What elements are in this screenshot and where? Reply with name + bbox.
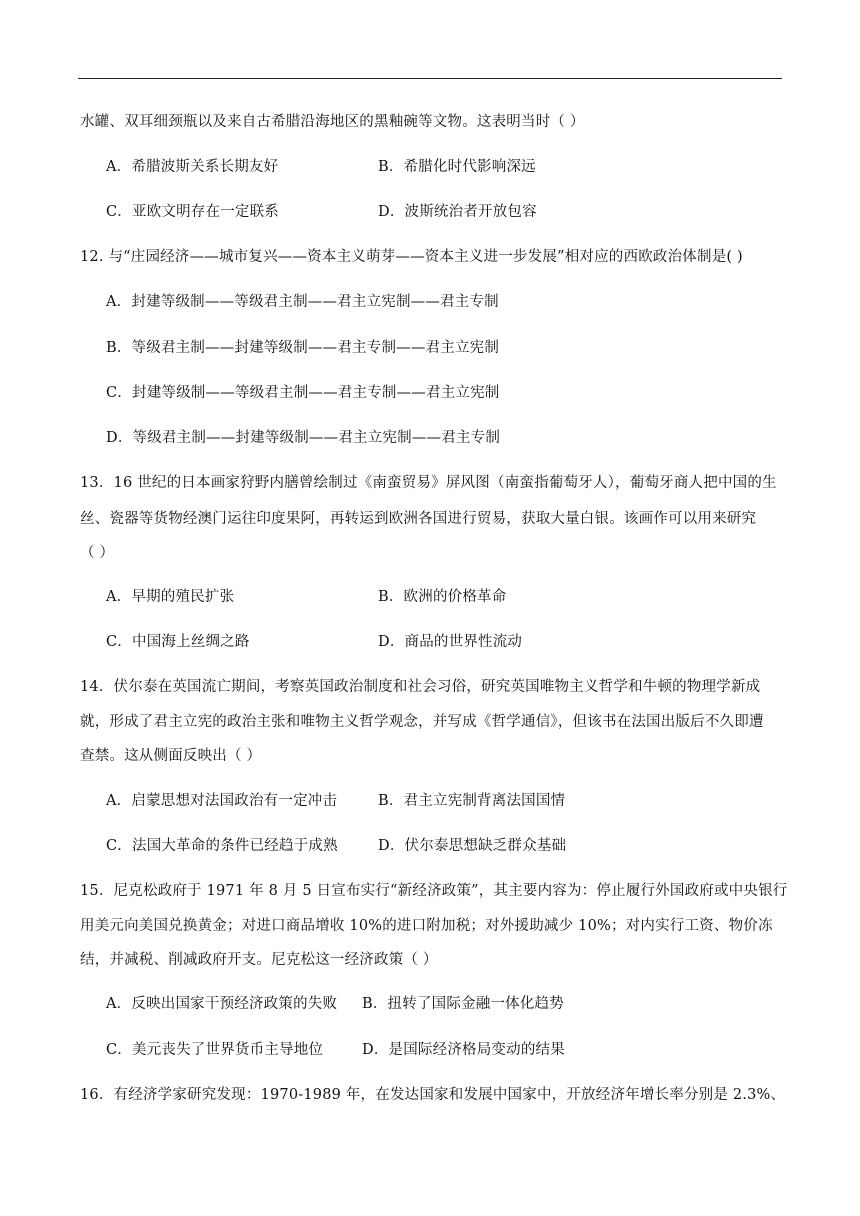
q12-stem: 12. 与“庄园经济——城市复兴——资本主义萌芽——资本主义进一步发展”相对应的西欧政治体制是( )	[80, 249, 743, 265]
q14-stem-line-3: 查禁。这从侧面反映出（ ）	[80, 748, 262, 764]
q14-stem-line-2: 就，形成了君主立宪的政治主张和唯物主义哲学观念，并写成《哲学通信》，但该书在法国出版后不久即遭	[80, 714, 764, 730]
q15-stem-line-3: 结，并减税、削减政府开支。尼克松这一经济政策（ ）	[80, 952, 438, 968]
q15-option-b: B．扭转了国际金融一体化趋势	[362, 996, 564, 1012]
q12-option-b: B．等级君主制——封建等级制——君主专制——君主立宪制	[106, 340, 500, 356]
q13-option-c: C．中国海上丝绸之路	[106, 634, 250, 650]
q14-stem-line-1: 14．伏尔泰在英国流亡期间，考察英国政治制度和社会习俗，研究英国唯物主义哲学和牛顿的物理学新成	[80, 679, 761, 695]
q15-option-d: D．是国际经济格局变动的结果	[362, 1042, 565, 1058]
q11-option-c: C．亚欧文明存在一定联系	[106, 204, 279, 220]
q15-stem-line-2: 用美元向美国兑换黄金；对进口商品增收 10%的进口附加税；对外援助减少 10%；对内实行工资、物价冻	[80, 918, 773, 934]
q15-option-c: C．美元丧失了世界货币主导地位	[106, 1042, 324, 1058]
q13-option-a: A．早期的殖民扩张	[106, 589, 235, 605]
q16-stem: 16．有经济学家研究发现：1970-1989 年，在发达国家和发展中国家中，开放经济年增长率分别是 2.3%、	[80, 1087, 786, 1103]
q13-stem-line-1: 13．16 世纪的日本画家狩野内膳曾绘制过《南蛮贸易》屏风图（南蛮指葡萄牙人），葡萄牙商人把中国的生	[80, 475, 777, 491]
q14-option-c: C．法国大革命的条件已经趋于成熟	[106, 838, 338, 854]
q13-option-d: D．商品的世界性流动	[378, 634, 523, 650]
q12-option-d: D．等级君主制——封建等级制——君主立宪制——君主专制	[106, 430, 501, 446]
q11-option-b: B．希腊化时代影响深远	[378, 159, 536, 175]
header-rule	[78, 78, 782, 79]
q15-option-a: A．反映出国家干预经济政策的失败	[106, 996, 338, 1012]
q13-option-b: B．欧洲的价格革命	[378, 589, 507, 605]
q11-option-a: A．希腊波斯关系长期友好	[106, 159, 279, 175]
q11-stem-tail: 水罐、双耳细颈瓶以及来自古希腊沿海地区的黑釉碗等文物。这表明当时（ ）	[80, 114, 585, 130]
q14-option-b: B．君主立宪制背离法国国情	[378, 793, 566, 809]
q13-stem-line-2: 丝、瓷器等货物经澳门运往印度果阿，再转运到欧洲各国进行贸易，获取大量白银。该画作可以用来研究	[80, 511, 757, 527]
q12-option-c: C．封建等级制——等级君主制——君主专制——君主立宪制	[106, 385, 500, 401]
q14-option-d: D．伏尔泰思想缺乏群众基础	[378, 838, 567, 854]
q12-option-a: A．封建等级制——等级君主制——君主立宪制——君主专制	[106, 294, 499, 310]
q11-option-d: D．波斯统治者开放包容	[378, 204, 537, 220]
q14-option-a: A．启蒙思想对法国政治有一定冲击	[106, 793, 338, 809]
q15-stem-line-1: 15．尼克松政府于 1971 年 8 月 5 日宣布实行“新经济政策”，其主要内容为：停止履行外国政府或中央银行	[80, 883, 788, 899]
q13-stem-line-3: （ ）	[80, 545, 115, 561]
